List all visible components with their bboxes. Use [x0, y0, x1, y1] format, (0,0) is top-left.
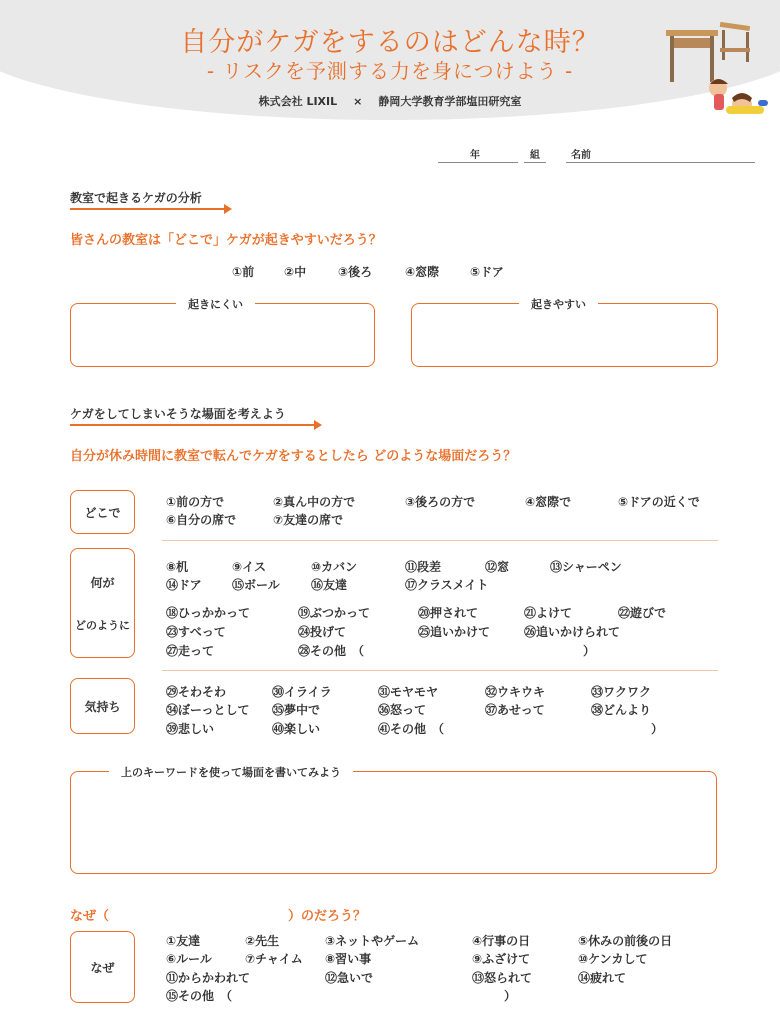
section2-question: 自分が休み時間に教室で転んでケガをするとしたら どのような場面だろう？ [70, 449, 517, 464]
lab-name: 静岡大学教育学部塩田研究室 [378, 95, 522, 108]
why-question-end: ）のだろう？ [288, 909, 367, 924]
where-label: どこで [84, 505, 121, 520]
company-name: 株式会社 LIXIL [258, 95, 338, 108]
where-label-box [70, 490, 135, 534]
likely-answer-box[interactable] [411, 298, 718, 367]
how-option[interactable]: ㉕追いかけて [418, 625, 491, 639]
where-option[interactable]: ⑤ドアの近くで [618, 495, 700, 509]
location-option[interactable]: ⑤ドア [470, 265, 504, 279]
what-option[interactable]: ⑧机 [166, 560, 189, 574]
section2-title: ケガをしてしまいそうな場面を考えよう [70, 407, 286, 421]
feeling-option[interactable]: ㉛モヤモヤ [378, 685, 439, 699]
section1-title: 教室で起きるケガの分析 [70, 191, 202, 205]
why-label: なぜ [90, 960, 115, 975]
how-label: どのように [75, 618, 130, 632]
what-option[interactable]: ⑯友達 [311, 578, 348, 592]
page-title: 自分がケガをするのはどんな時？ [180, 27, 600, 58]
why-option[interactable]: ⑨ふざけて [472, 952, 531, 966]
what-option[interactable]: ⑩カバン [311, 560, 358, 574]
feeling-option[interactable]: ㉞ぼーっとして [166, 703, 250, 717]
location-option[interactable]: ②中 [284, 265, 307, 279]
scene-writing-box[interactable] [70, 766, 717, 874]
what-label: 何が [90, 575, 115, 590]
year-label: 年 [470, 150, 480, 161]
why-option[interactable]: ⑬怒られて [472, 971, 533, 985]
what-option[interactable]: ⑬シャーペン [550, 560, 622, 574]
how-option[interactable]: ⑳押されて [418, 606, 479, 620]
why-option[interactable]: ⑤休みの前後の日 [578, 934, 673, 948]
where-option[interactable]: ④窓際で [525, 495, 572, 509]
feeling-option[interactable]: ㉚イライラ [272, 685, 332, 699]
what-option[interactable]: ⑰クラスメイト [405, 578, 489, 592]
section1-question: 皆さんの教室は「どこで」ケガが起きやすいだろう？ [70, 233, 382, 248]
likely-box-label: 起きやすい [519, 296, 598, 312]
class-line[interactable] [524, 162, 546, 163]
fallen-child-by-desk-illustration [660, 18, 770, 118]
why-option[interactable]: ⑭疲れて [578, 971, 627, 985]
what-option[interactable]: ⑭ドア [166, 578, 202, 592]
class-label: 組 [530, 150, 540, 161]
feeling-option[interactable]: ㊵楽しい [272, 722, 321, 736]
feeling-option[interactable]: ㊲あせって [485, 703, 545, 717]
where-option[interactable]: ①前の方で [166, 495, 225, 509]
why-option[interactable]: ③ネットやゲーム [325, 934, 420, 948]
location-option[interactable]: ①前 [232, 265, 255, 279]
why-option[interactable]: ⑪からかわれて [166, 971, 251, 985]
where-option[interactable]: ⑦友達の席で [273, 513, 344, 527]
why-option[interactable]: ⑦チャイム [245, 952, 303, 966]
how-option[interactable]: ㉑よけて [524, 606, 573, 620]
unlikely-answer-box[interactable] [70, 298, 375, 367]
why-option[interactable]: ⑩ケンカして [578, 952, 648, 966]
name-line[interactable] [566, 162, 755, 163]
page-subtitle: - リスクを予測する力を身につけよう - [206, 59, 574, 83]
divider [162, 540, 718, 541]
feeling-option[interactable]: ㉝ワクワク [591, 685, 652, 699]
what-option[interactable]: ⑪段差 [405, 560, 442, 574]
feeling-other-close: ） [651, 722, 664, 736]
how-other-option[interactable]: ㉘その他 （ [298, 644, 365, 658]
scene-writing-label: 上のキーワードを使って場面を書いてみよう [109, 764, 353, 780]
how-other-close: ） [583, 644, 596, 658]
why-label-box [70, 931, 135, 1003]
what-how-label-box [70, 548, 135, 658]
divider [162, 670, 718, 671]
feeling-option[interactable]: ㊳どんより [591, 703, 652, 717]
where-option[interactable]: ②真ん中の方で [273, 495, 356, 509]
where-option[interactable]: ③後ろの方で [405, 495, 476, 509]
location-option[interactable]: ④窓際 [405, 265, 440, 279]
feeling-label-box [70, 678, 135, 734]
why-option[interactable]: ⑥ルール [166, 952, 212, 966]
feeling-option[interactable]: ㉜ウキウキ [485, 685, 546, 699]
how-option[interactable]: ⑲ぶつかって [298, 606, 371, 620]
how-option[interactable]: ㉓すべって [166, 625, 226, 639]
section2-arrow [70, 424, 320, 426]
why-option[interactable]: ②先生 [245, 934, 280, 948]
feeling-option[interactable]: ㉙そわそわ [166, 685, 227, 699]
why-question-start: なぜ（ [70, 909, 110, 924]
what-option[interactable]: ⑫窓 [485, 560, 510, 574]
times-sign: × [353, 95, 363, 108]
how-option[interactable]: ㉖追いかけられて [524, 625, 621, 639]
why-option[interactable]: ④行事の日 [472, 934, 531, 948]
where-option[interactable]: ⑥自分の席で [166, 513, 237, 527]
how-option[interactable]: ㉗走って [166, 644, 215, 658]
why-option[interactable]: ⑫急いで [325, 971, 374, 985]
how-option[interactable]: ㉔投げて [298, 625, 347, 639]
what-option[interactable]: ⑨イス [232, 560, 267, 574]
feeling-option[interactable]: ㊱怒って [378, 703, 427, 717]
feeling-label: 気持ち [84, 699, 121, 714]
why-blank[interactable] [128, 919, 290, 920]
location-option[interactable]: ③後ろ [338, 265, 373, 279]
why-other-option[interactable]: ⑮その他 （ [166, 989, 233, 1003]
what-option[interactable]: ⑮ボール [232, 578, 280, 592]
why-other-close: ） [504, 989, 517, 1003]
section1-arrow [70, 208, 230, 210]
why-option[interactable]: ⑧習い事 [325, 952, 372, 966]
year-line[interactable] [438, 162, 518, 163]
how-option[interactable]: ⑱ひっかかって [166, 606, 251, 620]
how-option[interactable]: ㉒遊びで [618, 606, 667, 620]
name-label: 名前 [571, 150, 591, 161]
why-option[interactable]: ①友達 [166, 934, 201, 948]
feeling-option[interactable]: ㊴悲しい [166, 722, 215, 736]
feeling-option[interactable]: ㉟夢中で [272, 703, 321, 717]
feeling-other-option[interactable]: ㊶その他 （ [378, 722, 445, 736]
unlikely-box-label: 起きにくい [176, 296, 255, 312]
